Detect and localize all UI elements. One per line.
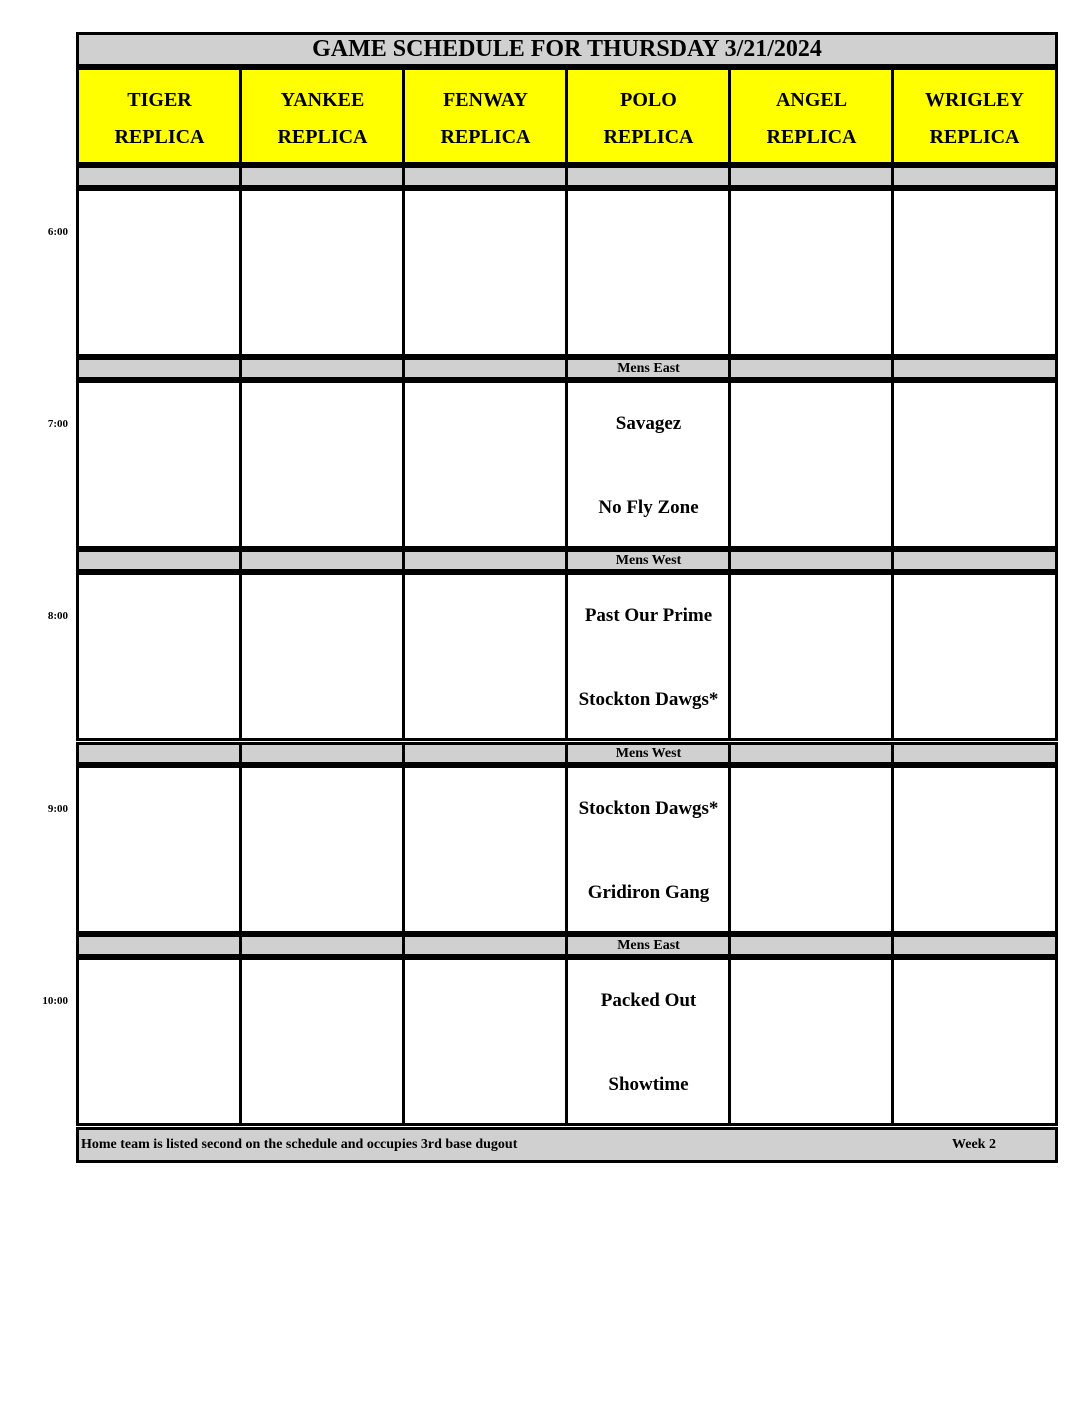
game-cell — [565, 572, 732, 741]
field-name: POLO — [620, 89, 677, 111]
division-cell — [565, 165, 732, 188]
division-cell — [76, 742, 243, 765]
game-cell — [76, 957, 243, 1126]
division-cell — [402, 742, 569, 765]
division-cell — [402, 357, 569, 380]
division-cell: Mens West — [565, 742, 732, 765]
home-team: No Fly Zone — [598, 497, 699, 518]
division-cell — [76, 549, 243, 572]
game-cell — [891, 380, 1058, 549]
game-cell — [402, 380, 569, 549]
game-cell — [565, 188, 732, 357]
time-label: 7:00 — [47, 418, 68, 430]
division-cell — [891, 934, 1058, 957]
field-subtitle: REPLICA — [277, 126, 368, 148]
field-subtitle: REPLICA — [440, 126, 531, 148]
game-cell — [402, 765, 569, 934]
week-label: Week 2 — [952, 1137, 996, 1152]
division-cell — [239, 165, 406, 188]
game-cell — [402, 188, 569, 357]
game-cell — [728, 572, 895, 741]
division-cell — [402, 165, 569, 188]
page-title: GAME SCHEDULE FOR THURSDAY 3/21/2024 — [76, 32, 1058, 67]
division-cell: Mens West — [565, 549, 732, 572]
game-cell — [565, 957, 732, 1126]
away-team: Past Our Prime — [584, 605, 713, 626]
game-cell — [728, 188, 895, 357]
game-cell — [891, 188, 1058, 357]
field-header — [891, 67, 1058, 165]
division-cell — [728, 742, 895, 765]
division-cell — [728, 934, 895, 957]
field-name: YANKEE — [280, 89, 365, 111]
division-cell — [891, 357, 1058, 380]
game-cell — [76, 765, 243, 934]
field-subtitle: REPLICA — [603, 126, 694, 148]
division-cell — [239, 934, 406, 957]
field-header — [402, 67, 569, 165]
division-cell — [891, 165, 1058, 188]
field-header — [728, 67, 895, 165]
division-cell — [402, 549, 569, 572]
home-team: Gridiron Gang — [587, 882, 710, 903]
division-cell — [891, 742, 1058, 765]
game-cell — [76, 188, 243, 357]
field-header — [239, 67, 406, 165]
field-name: TIGER — [127, 89, 192, 111]
away-team: Stockton Dawgs* — [578, 798, 719, 819]
field-name: ANGEL — [775, 89, 848, 111]
field-subtitle: REPLICA — [114, 126, 205, 148]
time-label: 9:00 — [47, 803, 68, 815]
division-cell — [402, 934, 569, 957]
division-cell — [891, 549, 1058, 572]
game-cell — [728, 957, 895, 1126]
home-team: Stockton Dawgs* — [578, 689, 719, 710]
game-cell — [402, 572, 569, 741]
division-cell — [239, 549, 406, 572]
division-cell: Mens East — [565, 934, 732, 957]
game-cell — [891, 765, 1058, 934]
game-cell — [239, 188, 406, 357]
game-cell — [565, 380, 732, 549]
game-cell — [565, 765, 732, 934]
division-cell: Mens East — [565, 357, 732, 380]
field-header — [76, 67, 243, 165]
footer-note: Home team is listed second on the schedule and occupies 3rd base dugout — [81, 1137, 518, 1152]
division-cell — [76, 934, 243, 957]
game-cell — [402, 957, 569, 1126]
field-name: FENWAY — [443, 89, 528, 111]
division-cell — [76, 165, 243, 188]
division-cell — [239, 742, 406, 765]
game-cell — [728, 380, 895, 549]
division-cell — [728, 357, 895, 380]
game-cell — [239, 380, 406, 549]
game-cell — [891, 957, 1058, 1126]
division-cell — [76, 357, 243, 380]
game-cell — [239, 572, 406, 741]
game-cell — [239, 957, 406, 1126]
time-label: 10:00 — [42, 995, 68, 1007]
game-cell — [76, 572, 243, 741]
time-label: 8:00 — [47, 610, 68, 622]
field-subtitle: REPLICA — [766, 126, 857, 148]
game-cell — [728, 765, 895, 934]
away-team: Packed Out — [600, 990, 697, 1011]
time-label: 6:00 — [47, 226, 68, 238]
home-team: Showtime — [608, 1074, 689, 1095]
game-cell — [239, 765, 406, 934]
away-team: Savagez — [615, 413, 682, 434]
division-cell — [728, 549, 895, 572]
division-cell — [728, 165, 895, 188]
game-cell — [76, 380, 243, 549]
field-header — [565, 67, 732, 165]
field-subtitle: REPLICA — [929, 126, 1020, 148]
footer-bar — [76, 1127, 1058, 1163]
field-name: WRIGLEY — [925, 89, 1024, 111]
game-cell — [891, 572, 1058, 741]
division-cell — [239, 357, 406, 380]
